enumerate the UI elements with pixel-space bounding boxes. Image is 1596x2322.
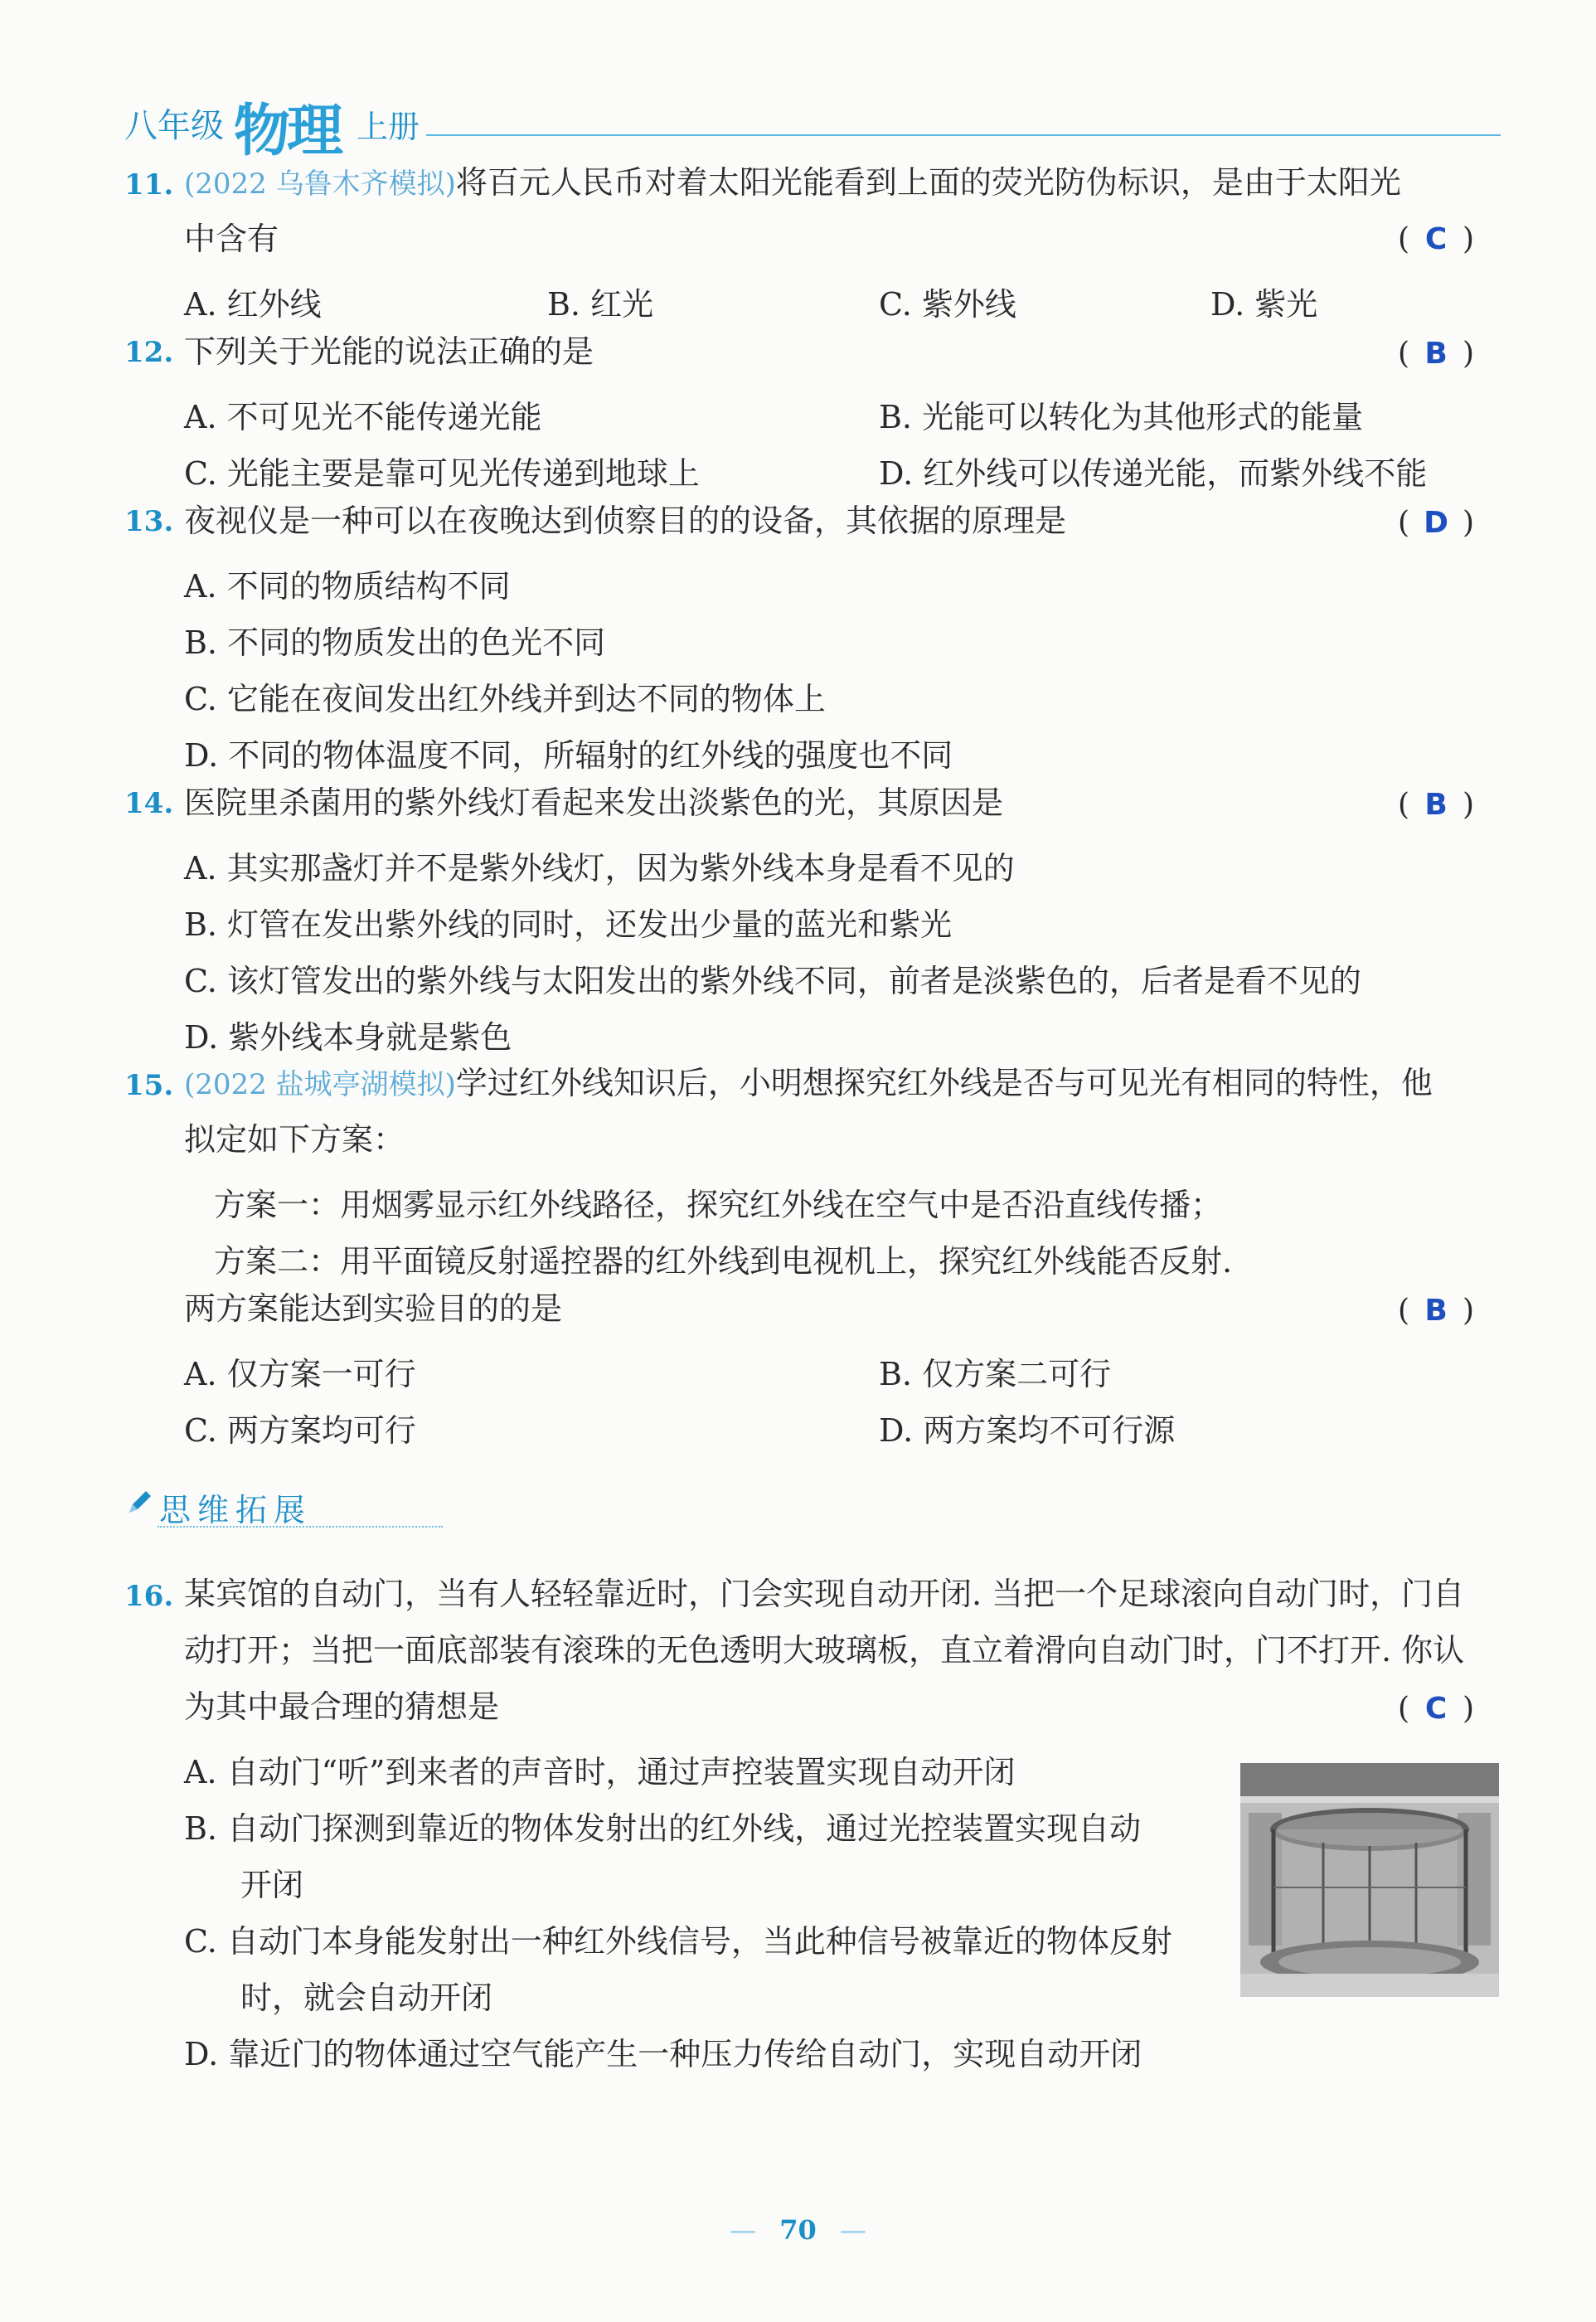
option-a: A. 红外线 — [184, 286, 322, 323]
answer-letter: B — [1424, 337, 1448, 371]
question-stem-continued: 中含有 — [184, 221, 279, 257]
question-stem-continued: 拟定如下方案： — [184, 1121, 405, 1158]
page-footer: — 70 — — [730, 2214, 866, 2246]
grade-label: 八年级 — [124, 107, 224, 145]
header-rule — [426, 134, 1501, 136]
option-d: D. 不同的物体温度不同，所辐射的红外线的强度也不同 — [184, 737, 953, 774]
answer-letter: C — [1424, 222, 1448, 256]
option-a: A. 仅方案一可行 — [184, 1356, 416, 1392]
option-b: B. 灯管在发出紫外线的同时，还发出少量的蓝光和紫光 — [184, 906, 953, 943]
option-d: D. 两方案均不可行源 — [879, 1412, 1176, 1449]
option-b: B. 红光 — [547, 286, 654, 323]
question-stem: 下列关于光能的说法正确的是 — [184, 333, 594, 370]
option-b-continued: 开闭 — [240, 1867, 304, 1903]
option-b: B. 仅方案二可行 — [879, 1356, 1112, 1392]
plan-two: 方案二：用平面镜反射遥控器的红外线到电视机上，探究红外线能否反射. — [214, 1243, 1233, 1280]
volume-label: 上册 — [357, 109, 420, 145]
question-number: 16. — [124, 1580, 174, 1613]
pencil-icon — [124, 1488, 154, 1518]
option-c: C. 它能在夜间发出红外线并到达不同的物体上 — [184, 681, 826, 717]
option-a: A. 自动门“听”到来者的声音时，通过声控装置实现自动开闭 — [184, 1754, 1016, 1790]
question-prompt: 两方案能达到实验目的的是 — [184, 1290, 563, 1327]
page-header — [124, 93, 1501, 164]
option-d: D. 红外线可以传递光能，而紫外线不能 — [879, 455, 1428, 492]
question-number: 14. — [124, 787, 174, 820]
option-d: D. 紫外线本身就是紫色 — [184, 1019, 512, 1056]
answer-bracket: ( B ) — [1398, 1294, 1475, 1328]
section-underline — [158, 1526, 443, 1528]
option-b: B. 光能可以转化为其他形式的能量 — [879, 399, 1364, 435]
page-number: 70 — [779, 2214, 817, 2246]
question-source: (2022 乌鲁木齐模拟) — [184, 168, 456, 201]
question-source: (2022 盐城亭湖模拟) — [184, 1068, 456, 1101]
option-d: D. 紫光 — [1210, 286, 1318, 323]
option-c: C. 紫外线 — [879, 286, 1016, 323]
question-text — [184, 166, 1401, 201]
question-stem: 夜视仪是一种可以在夜晚达到侦察目的的设备，其依据的原理是 — [184, 503, 1067, 539]
answer-bracket: ( B ) — [1398, 337, 1475, 371]
option-c: C. 自动门本身能发射出一种红外线信号，当此种信号被靠近的物体反射 — [184, 1923, 1172, 1960]
option-a: A. 其实那盏灯并不是紫外线灯，因为紫外线本身是看不见的 — [184, 850, 1015, 887]
answer-bracket: ( C ) — [1398, 1692, 1475, 1726]
question-number: 11. — [124, 168, 174, 202]
answer-letter: C — [1424, 1692, 1448, 1726]
revolving-door-photo — [1240, 1763, 1499, 1997]
answer-bracket: ( D ) — [1398, 506, 1475, 540]
question-text — [184, 1066, 1433, 1101]
option-b: B. 不同的物质发出的色光不同 — [184, 624, 606, 661]
question-stem: 学过红外线知识后，小明想探究红外线是否与可见光有相同的特性，他 — [455, 1065, 1433, 1101]
question-stem-continued: 动打开；当把一面底部装有滚珠的无色透明大玻璃板，直立着滑向自动门时，门不打开. 你认 — [184, 1632, 1465, 1669]
answer-letter: B — [1424, 1294, 1448, 1328]
option-c: C. 该灯管发出的紫外线与太阳发出的紫外线不同，前者是淡紫色的，后者是看不见的 — [184, 963, 1361, 999]
option-d: D. 靠近门的物体通过空气能产生一种压力传给自动门，实现自动开闭 — [184, 2036, 1142, 2072]
question-stem: 医院里杀菌用的紫外线灯看起来发出淡紫色的光，其原因是 — [184, 785, 1004, 821]
question-number: 13. — [124, 505, 174, 538]
option-a: A. 不可见光不能传递光能 — [184, 399, 542, 435]
section-title: 思维拓展 — [159, 1492, 313, 1528]
answer-bracket: ( C ) — [1398, 222, 1475, 256]
option-c: C. 两方案均可行 — [184, 1412, 416, 1449]
option-c: C. 光能主要是靠可见光传递到地球上 — [184, 455, 700, 492]
answer-letter: B — [1424, 788, 1448, 822]
subject-title: 物理 — [234, 99, 341, 164]
answer-bracket: ( B ) — [1398, 788, 1475, 822]
option-b: B. 自动门探测到靠近的物体发射出的红外线，通过光控装置实现自动 — [184, 1810, 1142, 1847]
option-a: A. 不同的物质结构不同 — [184, 568, 511, 605]
question-stem: 某宾馆的自动门，当有人轻轻靠近时，门会实现自动开闭. 当把一个足球滚向自动门时，门自 — [184, 1576, 1465, 1612]
question-number: 15. — [124, 1069, 174, 1102]
question-stem: 将百元人民币对着太阳光能看到上面的荧光防伪标识，是由于太阳光 — [455, 164, 1401, 201]
plan-one: 方案一：用烟雾显示红外线路径，探究红外线在空气中是否沿直线传播； — [214, 1187, 1223, 1223]
option-c-continued: 时，就会自动开闭 — [240, 1980, 493, 2016]
question-stem-continued: 为其中最合理的猜想是 — [184, 1688, 500, 1725]
answer-letter: D — [1424, 506, 1448, 540]
question-number: 12. — [124, 336, 174, 369]
